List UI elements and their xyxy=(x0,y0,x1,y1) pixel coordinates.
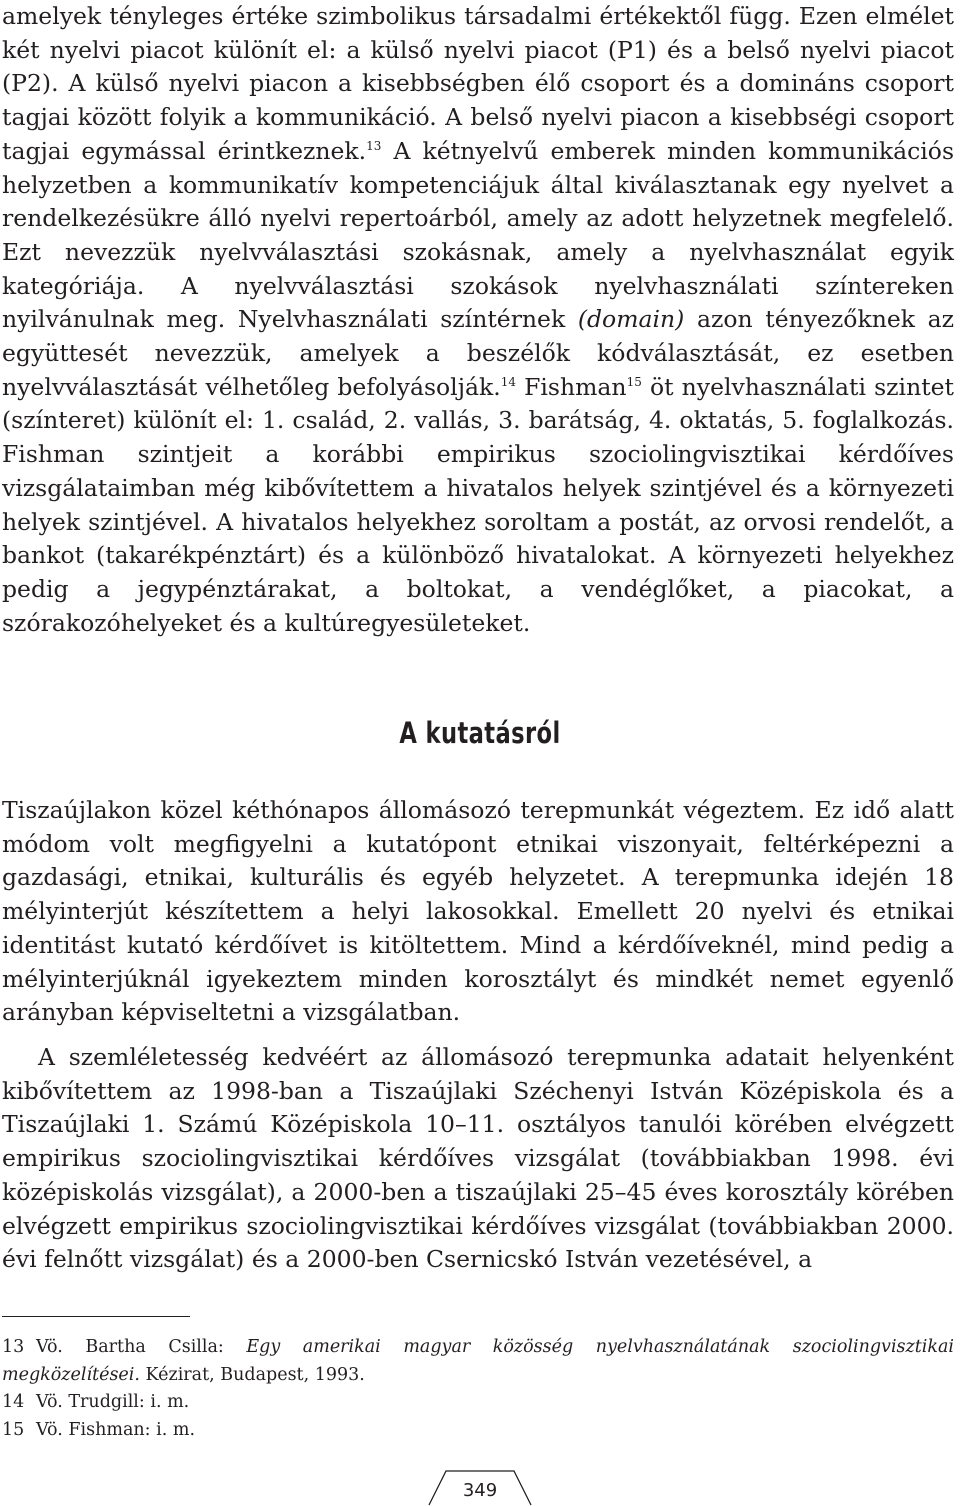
text-segment: azon tényezőknek az együttesét nevezzük, amelyek a beszélők kódválasztását, ez esetben nyelvválasztását vélhetőleg befolyásolják. xyxy=(2,305,955,401)
section-heading: A kutatásról xyxy=(399,716,561,750)
page-number-badge xyxy=(428,1468,532,1506)
footnote-divider xyxy=(2,1316,190,1317)
footnote-ref-13[interactable]: 13 xyxy=(366,138,382,153)
footnote-15 xyxy=(2,1417,954,1445)
text-segment: amelyek tényleges értéke szimbolikus társadalmi értékektől függ. Ezen elmélet két nyelvi piacot különít el: a külső nyelvi piacot (P1) és a belső nyelvi piacot (P2). A külső nyelvi piacon a kisebbségben élő csoport és a domináns csoport tagjai között folyik a kommunikáció. A belső nyelvi piacon a kisebbségi csoport tagjai egymással érintkeznek. xyxy=(2,2,954,165)
domain-term: (domain) xyxy=(577,305,685,334)
footnote-text: Vö. Trudgill: i. m. xyxy=(36,1392,190,1412)
paragraph-research-fieldwork: Tiszaújlakon közel kéthónapos állomásozó terepmunkát végeztem. Ez idő alatt módom volt megfigyelni a kutatópont etnikai viszonyait, feltérképezni a gazdasági, etnikai, kulturális és egyéb helyzetet. A terepmunka idején 18 mélyinterjút készítettem a helyi lakosokkal. Emellett 20 nyelvi és etnikai identitást kutató kérdőívet is kitöltettem. Mind a kérdőíveknél, mind pedig a mélyinterjúknál igyekeztem minden korosztályt és mindkét nemet egyenlő arányban képviseltetni a vizsgálatban. xyxy=(2,796,954,1027)
footnote-text: Kézirat, Budapest, 1993. xyxy=(139,1364,365,1385)
footnote-title: Egy amerikai magyar közösség nyelvhasználatának szociolingvisztikai megközelítései. xyxy=(2,1337,955,1385)
paragraph-languages-markets xyxy=(2,0,954,640)
footnote-ref-15[interactable]: 15 xyxy=(626,374,642,389)
footnotes xyxy=(2,1334,954,1444)
text-segment: Fishman xyxy=(515,372,627,401)
footnote-text: Vö. Fishman: i. m. xyxy=(36,1419,196,1440)
footnote-14 xyxy=(2,1389,954,1417)
footnote-ref-14[interactable]: 14 xyxy=(500,374,516,389)
text-segment: A kétnyelvű emberek minden kommunikációs helyzetben a kommunikatív kompetenciájuk által kiválasztanak egy nyelvet a rendelkezésükre álló nyelvi repertoárból, amely az adott helyzetnek megfelelő. Ezt nevezzük nyelvválasztási szokásnak, amely a nyelvhasználat egyik kategóriája. A nyelvválasztási szokások nyelvhasználati színtereken nyilvánulnak meg. Nyelvhasználati színtérnek xyxy=(2,136,955,334)
footnote-text: Vö. Bartha Csilla: xyxy=(36,1337,247,1357)
footnote-number: 15 xyxy=(2,1419,25,1440)
footnote-number: 13 xyxy=(2,1337,25,1357)
footnote-13 xyxy=(2,1334,954,1389)
text-segment: A szemléletesség kedvéért az állomásozó terepmunka adatait helyenként kibővítettem az 1998-ban a Tiszaújlaki Széchenyi István Középiskola és a Tiszaújlaki 1. Számú Középiskola 10–11. osztályos tanulói körében elvégzett empirikus szociolingvisztikai kérdőíves vizsgálat (továbbiakban 1998. évi középiskolás vizsgálat), a 2000-ben a tiszaújlaki 25–45 éves korosztály körében elvégzett empirikus szociolingvisztikai kérdőíves vizsgálat (továbbiakban 2000. évi felnőtt vizsgálat) és a 2000-ben Csernicskó István vezetésével, a xyxy=(2,1043,954,1274)
page-number: 349 xyxy=(462,1480,498,1501)
footnote-number: 14 xyxy=(2,1392,25,1412)
paragraph-research-surveys xyxy=(2,1041,954,1277)
text-segment: öt nyelvhasználati szintet (színteret) különít el: 1. család, 2. vallás, 3. barátság, 4. oktatás, 5. foglalkozás. Fishman szintjeit a korábbi empirikus szociolingvisztikai kérdőíves vizsgálataimban még kibővítettem a hivatalos helyek szintjével és a környezeti helyek szintjével. A hivatalos helyekhez soroltam a postát, az orvosi rendelőt, a bankot (takarékpénztárt) és a különböző hivatalokat. A környezeti helyekhez pedig a jegypénztárakat, a boltokat, a vendéglőket, a piacokat, a szórakozóhelyeket és a kultúregyesületeket. xyxy=(2,372,955,637)
